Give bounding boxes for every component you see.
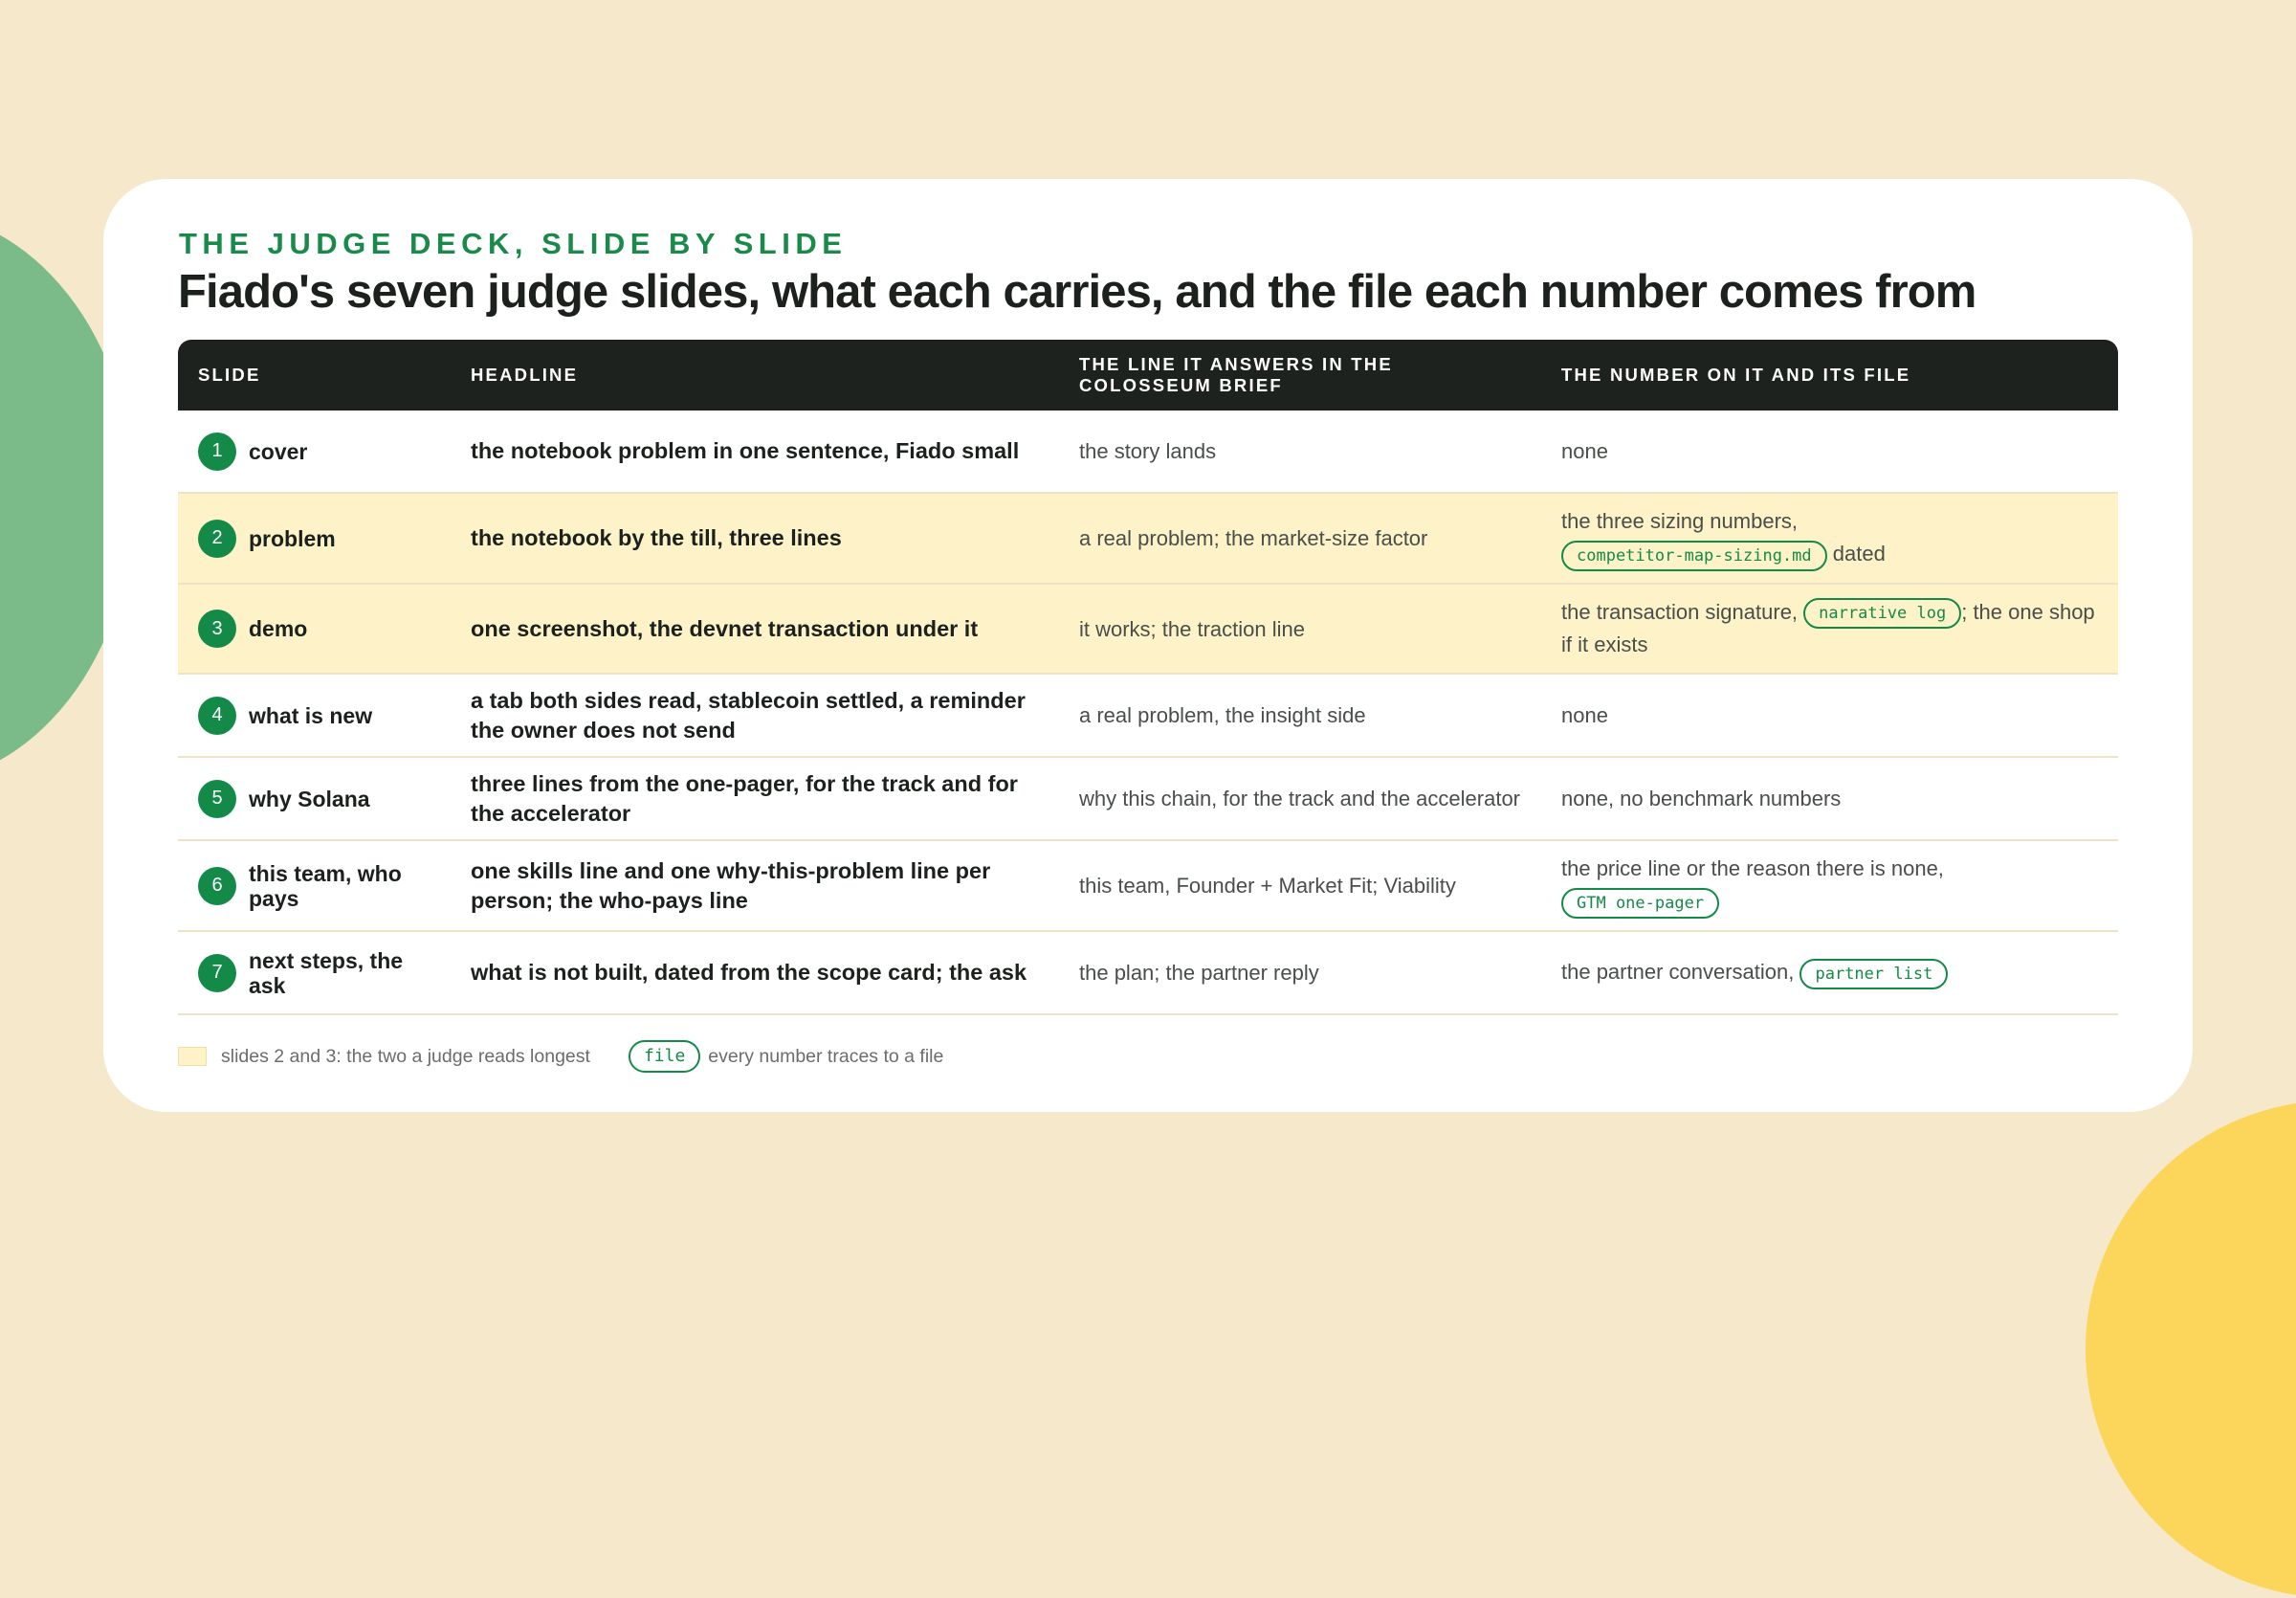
slide-name: problem (249, 525, 336, 551)
number-file-cell (1548, 956, 2118, 988)
number-file-cell (1548, 783, 2118, 815)
table-row (178, 841, 2118, 932)
number-file-suffix: dated (1826, 542, 1886, 566)
slide-cell (178, 861, 457, 911)
number-file-cell (1548, 699, 2118, 732)
headline-cell: one screenshot, the devnet transaction under it (471, 615, 979, 641)
file-pill: competitor-map-sizing.md (1561, 541, 1827, 571)
slide-name: next steps, the ask (249, 947, 404, 998)
deck-card (103, 179, 2193, 1112)
answers-cell: the plan; the partner reply (1079, 961, 1319, 985)
legend-file-label: every number traces to a file (708, 1045, 944, 1067)
slide-number-badge: 7 (198, 954, 236, 992)
number-file-text: the three sizing numbers, (1561, 509, 1799, 534)
slide-number-badge: 3 (198, 610, 236, 648)
number-file-cell (1548, 596, 2118, 661)
decorative-yellow-blob (2086, 1100, 2296, 1598)
number-file-text: none, no benchmark numbers (1561, 786, 1842, 810)
headline-cell: the notebook problem in one sentence, Fiado small (471, 438, 1020, 463)
eyebrow: THE JUDGE DECK, SLIDE BY SLIDE (179, 227, 848, 260)
number-file-text: none (1561, 438, 1608, 463)
answers-cell: a real problem; the market-size factor (1079, 526, 1428, 550)
number-file-text: the price line or the reason there is none, (1561, 856, 1944, 881)
slide-name: demo (249, 616, 308, 641)
legend-highlight-label: slides 2 and 3: the two a judge reads longest (221, 1045, 590, 1067)
answers-cell: this team, Founder + Market Fit; Viability (1079, 874, 1456, 898)
table-row-highlighted (178, 585, 2118, 675)
headline-cell: three lines from the one-pager, for the track and for the accelerator (471, 770, 1018, 826)
slide-cell (178, 780, 457, 818)
table-row-highlighted (178, 494, 2118, 585)
headline-cell: a tab both sides read, stablecoin settled, a reminder the owner does not send (471, 687, 1026, 743)
page-title: Fiado's seven judge slides, what each carries, and the file each number comes from (178, 266, 1976, 318)
headline-cell: one skills line and one why-this-problem line per person; the who-pays line (471, 857, 991, 913)
slide-name: what is new (249, 702, 373, 728)
legend-file-pill: file (629, 1040, 700, 1073)
file-pill: partner list (1799, 959, 1948, 989)
answers-cell: it works; the traction line (1079, 616, 1305, 641)
table-header (178, 340, 2118, 411)
slide-name: this team, who pays (249, 860, 402, 911)
number-file-cell (1548, 853, 2118, 918)
slide-name: why Solana (249, 786, 370, 811)
file-pill: GTM one-pager (1561, 888, 1719, 919)
column-header-headline: HEADLINE (471, 365, 579, 385)
answers-cell: the story lands (1079, 439, 1217, 463)
legend (178, 1040, 943, 1073)
slide-number-badge: 6 (198, 867, 236, 905)
slide-cell (178, 520, 457, 558)
answers-cell: why this chain, for the track and the accelerator (1079, 787, 1521, 810)
number-file-suffix: ; the one shop if it exists (1561, 599, 2095, 657)
slide-cell (178, 697, 457, 735)
highlight-swatch (178, 1047, 207, 1066)
column-header-answers: THE LINE IT ANSWERS IN THE COLOSSEUM BRIEF (1079, 354, 1393, 395)
number-file-cell (1548, 505, 2118, 570)
column-header-slide: SLIDE (198, 365, 261, 385)
slide-name: cover (249, 438, 308, 464)
column-header-number-file: THE NUMBER ON IT AND ITS FILE (1561, 365, 1911, 385)
slide-number-badge: 4 (198, 697, 236, 735)
table-row (178, 675, 2118, 758)
slide-cell (178, 948, 457, 998)
headline-cell: the notebook by the till, three lines (471, 525, 842, 550)
slide-number-badge: 1 (198, 433, 236, 471)
headline-cell: what is not built, dated from the scope card; the ask (471, 960, 1027, 985)
slide-cell (178, 433, 457, 471)
number-file-text: the partner conversation, (1561, 960, 1800, 985)
table-row (178, 411, 2118, 494)
answers-cell: a real problem, the insight side (1079, 703, 1366, 727)
slide-number-badge: 5 (198, 780, 236, 818)
slides-table (178, 340, 2118, 1015)
table-row (178, 932, 2118, 1015)
table-row (178, 758, 2118, 841)
slide-number-badge: 2 (198, 520, 236, 558)
number-file-text: none (1561, 702, 1608, 727)
number-file-text: the transaction signature, (1561, 599, 1804, 624)
slide-cell (178, 610, 457, 648)
file-pill: narrative log (1803, 598, 1961, 629)
number-file-cell (1548, 435, 2118, 468)
